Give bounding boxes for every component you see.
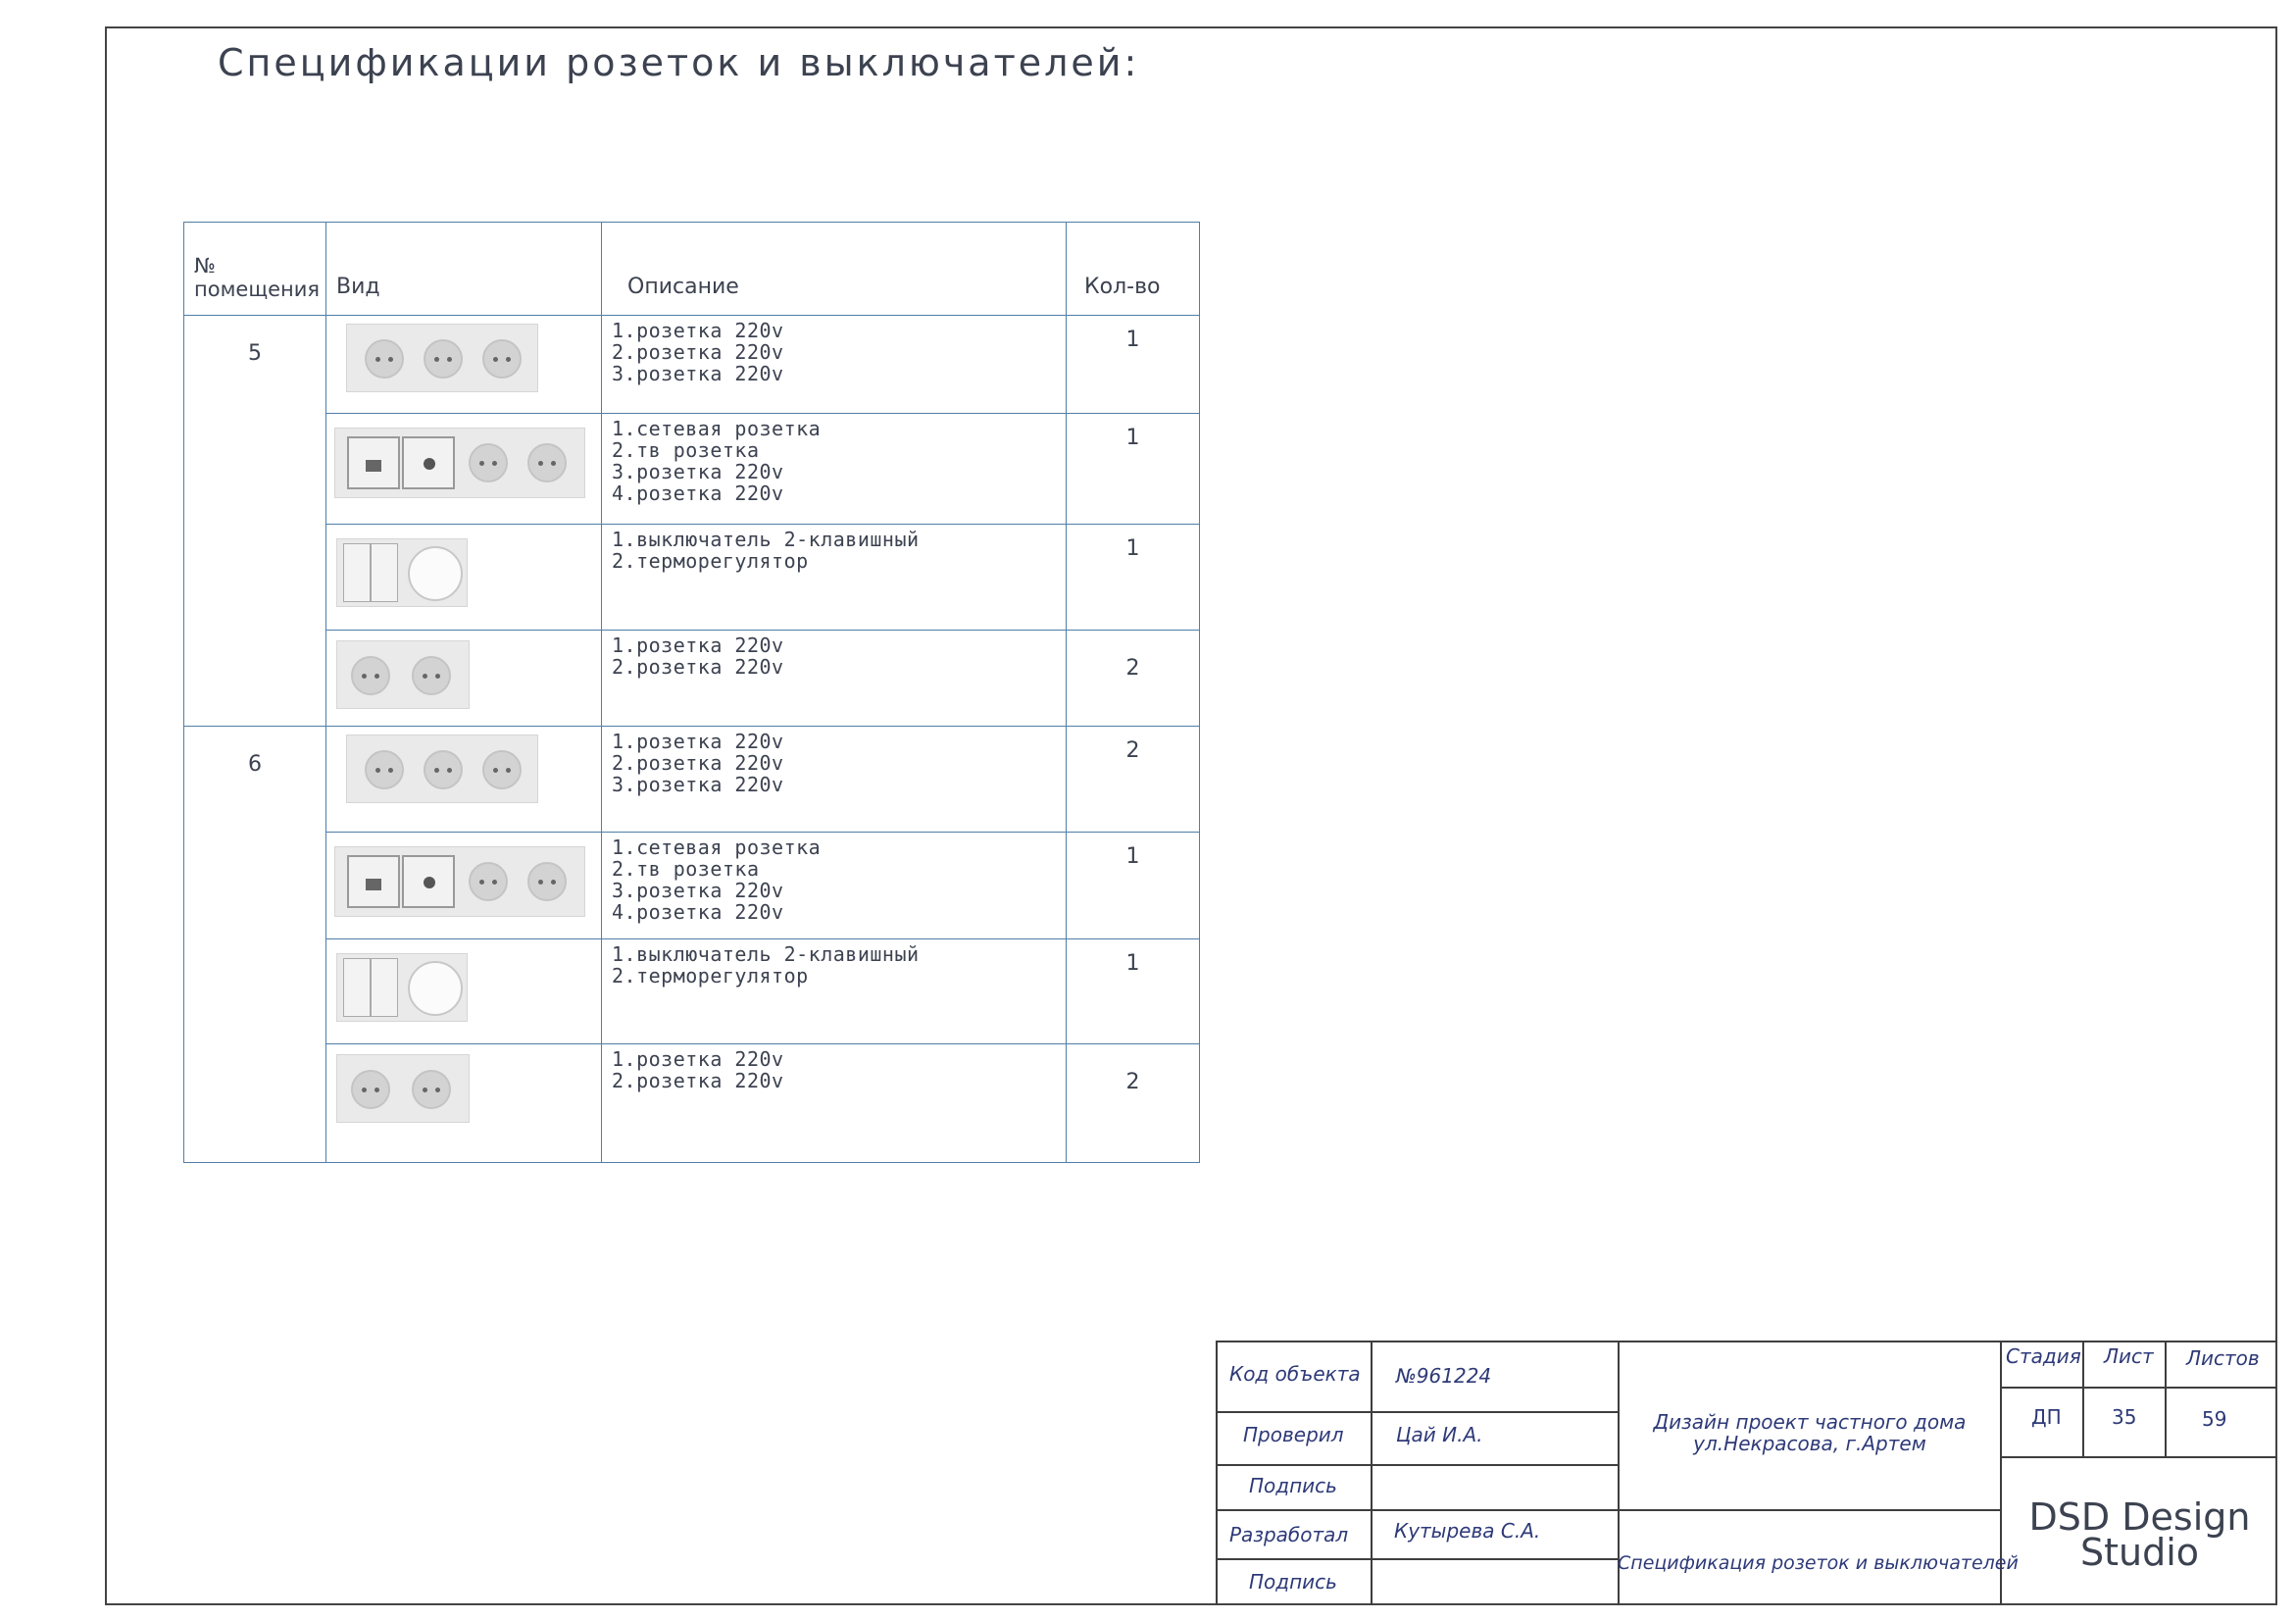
switch-thermostat-icon (326, 525, 602, 631)
description-line: 1.сетевая розетка (612, 835, 822, 859)
socket-outlet-icon (424, 750, 463, 789)
network-socket-icon (347, 436, 400, 489)
description-line: 4.розетка 220v (612, 481, 784, 505)
triple-socket-icon (326, 727, 602, 833)
table-row (184, 727, 1200, 833)
stage-label: Стадия (2006, 1344, 2081, 1368)
socket-outlet-icon (351, 656, 390, 695)
table-header-row (184, 223, 1200, 316)
table-row (184, 316, 1200, 414)
sheets-label: Листов (2186, 1346, 2260, 1370)
description-line: 1.розетка 220v (612, 1047, 784, 1071)
title-block (1216, 1341, 2277, 1605)
project-line-1: Дизайн проект частного дома (1653, 1410, 1967, 1434)
table-row (184, 833, 1200, 939)
description-line: 2.тв розетка (612, 438, 760, 462)
signature-label-2: Подпись (1249, 1570, 1337, 1594)
checked-label: Проверил (1243, 1423, 1344, 1446)
header-view: Вид (326, 223, 602, 316)
socket-outlet-icon (527, 443, 567, 482)
description-line: 1.розетка 220v (612, 319, 784, 342)
description-line: 3.розетка 220v (612, 460, 784, 483)
tv-socket-icon (402, 436, 455, 489)
stage-value: ДП (2031, 1405, 2062, 1429)
item-quantity: 2 (1067, 631, 1200, 727)
project-line-2: ул.Некрасова, г.Артем (1693, 1432, 1926, 1455)
network-socket-icon (347, 855, 400, 908)
socket-plate (334, 428, 585, 498)
item-quantity: 1 (1067, 316, 1200, 414)
description-line: 2.тв розетка (612, 857, 760, 881)
description-line: 1.сетевая розетка (612, 417, 822, 440)
description-line: 2.розетка 220v (612, 655, 784, 679)
page-title: Спецификации розеток и выключателей: (218, 41, 1140, 84)
item-description (602, 631, 1067, 727)
item-description (602, 1044, 1067, 1163)
socket-plate (346, 324, 538, 392)
thermostat-knob-icon (408, 961, 463, 1016)
header-description: Описание (602, 223, 1067, 316)
thermostat-knob-icon (408, 546, 463, 601)
room-number: 5 (184, 316, 326, 727)
description-line: 4.розетка 220v (612, 900, 784, 924)
description-line: 1.выключатель 2-клавишный (612, 528, 920, 551)
description-line: 2.терморегулятор (612, 549, 809, 573)
header-room: № помещения (184, 223, 326, 316)
object-code: №961224 (1396, 1364, 1492, 1388)
item-description (602, 414, 1067, 525)
switch-thermostat-icon (326, 939, 602, 1044)
socket-outlet-icon (469, 443, 508, 482)
switch-key-icon (371, 543, 398, 602)
socket-plate (336, 1054, 470, 1123)
socket-outlet-icon (365, 339, 404, 379)
description-line: 3.розетка 220v (612, 362, 784, 385)
item-description (602, 525, 1067, 631)
switch-key-icon (343, 543, 371, 602)
socket-outlet-icon (469, 862, 508, 901)
description-line: 3.розетка 220v (612, 773, 784, 796)
developed-label: Разработал (1229, 1523, 1349, 1546)
socket-plate (336, 640, 470, 709)
item-quantity: 1 (1067, 525, 1200, 631)
studio-line-2: Studio (2079, 1531, 2200, 1574)
sheet-name: Спецификация розеток и выключателей (1618, 1552, 2019, 1574)
description-line: 2.розетка 220v (612, 1069, 784, 1092)
socket-outlet-icon (412, 656, 451, 695)
socket-outlet-icon (482, 750, 522, 789)
triple-socket-icon (326, 316, 602, 414)
item-quantity: 2 (1067, 727, 1200, 833)
item-quantity: 1 (1067, 414, 1200, 525)
description-line: 1.розетка 220v (612, 730, 784, 753)
table-row (184, 525, 1200, 631)
table-row (184, 1044, 1200, 1163)
header-qty: Кол-во (1067, 223, 1200, 316)
object-code-label: Код объекта (1229, 1362, 1361, 1386)
spec-table (183, 222, 1200, 1163)
description-line: 1.выключатель 2-клавишный (612, 942, 920, 966)
double-socket-icon (326, 1044, 602, 1163)
description-line: 2.терморегулятор (612, 964, 809, 987)
socket-outlet-icon (424, 339, 463, 379)
project-name (1620, 1411, 2000, 1454)
socket-outlet-icon (351, 1070, 390, 1109)
table-row (184, 414, 1200, 525)
double-socket-icon (326, 631, 602, 727)
developed-by: Кутырева С.А. (1394, 1519, 1541, 1543)
socket-outlet-icon (482, 339, 522, 379)
switch-plate (336, 538, 468, 607)
studio-logo-text (2002, 1495, 2277, 1574)
switch-key-icon (371, 958, 398, 1017)
item-quantity: 1 (1067, 833, 1200, 939)
description-line: 1.розетка 220v (612, 633, 784, 657)
socket-outlet-icon (365, 750, 404, 789)
item-quantity: 2 (1067, 1044, 1200, 1163)
room-number: 6 (184, 727, 326, 1163)
tv-socket-icon (402, 855, 455, 908)
item-quantity: 1 (1067, 939, 1200, 1044)
item-description (602, 833, 1067, 939)
table-row (184, 939, 1200, 1044)
sheet-number: 35 (2112, 1405, 2137, 1429)
switch-plate (336, 953, 468, 1022)
sheet-label: Лист (2104, 1344, 2154, 1368)
socket-outlet-icon (412, 1070, 451, 1109)
network-tv-double-socket-icon (326, 414, 602, 525)
description-line: 2.розетка 220v (612, 340, 784, 364)
studio-line-1: DSD Design (2028, 1495, 2251, 1539)
checked-by: Цай И.А. (1396, 1423, 1483, 1446)
network-tv-double-socket-icon (326, 833, 602, 939)
description-line: 3.розетка 220v (612, 879, 784, 902)
table-row (184, 631, 1200, 727)
sheets-total: 59 (2202, 1407, 2227, 1431)
signature-label-1: Подпись (1249, 1474, 1337, 1497)
item-description (602, 316, 1067, 414)
item-description (602, 727, 1067, 833)
description-line: 2.розетка 220v (612, 751, 784, 775)
socket-outlet-icon (527, 862, 567, 901)
socket-plate (346, 734, 538, 803)
socket-plate (334, 846, 585, 917)
switch-key-icon (343, 958, 371, 1017)
item-description (602, 939, 1067, 1044)
